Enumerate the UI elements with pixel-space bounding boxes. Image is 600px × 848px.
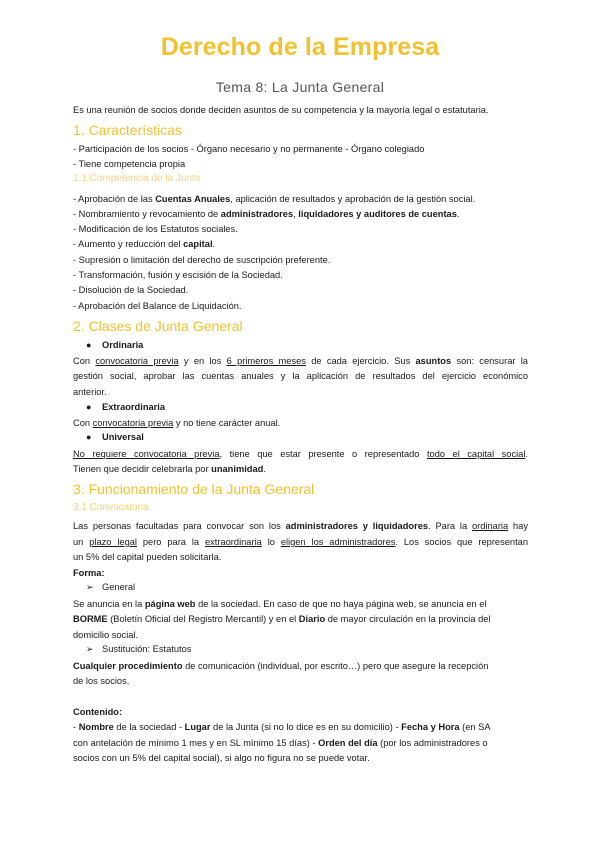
competence-item: - Nombramiento y revocamiento de administradores, liquidadores y auditores de cuentas. [73, 209, 460, 219]
section-1-heading: 1. Características [73, 122, 182, 138]
class-ordinaria-label: Ordinaria [102, 340, 144, 350]
class-universal-label: Universal [102, 432, 144, 442]
convocatoria-line: Las personas facultadas para convocar son los administradores y liquidadores. Para la ordinaria hay [73, 521, 528, 531]
forma-general-label: General [102, 582, 136, 592]
bullet-icon: ● [86, 432, 92, 442]
section-3-1-heading: 3.1 Convocatoria [73, 502, 149, 513]
convocatoria-line: un 5% del capital pueden solicitarla. [73, 552, 222, 562]
competence-item: - Transformación, fusión y escisión de la Sociedad. [73, 270, 283, 280]
competence-item: - Supresión o limitación del derecho de suscripción preferente. [73, 255, 331, 265]
document-title: Derecho de la Empresa [160, 33, 440, 61]
section-2-heading: 2. Clases de Junta General [73, 318, 243, 334]
section-1-1-heading: 1.1 Competencia de la Junta [73, 173, 201, 184]
contenido-line: con antelación de mínimo 1 mes y en SL mínimo 15 días) - Orden del día (por los administradores o [73, 738, 488, 748]
contenido-line: socios con un 5% del capital social), si algo no figura no se puede votar. [73, 753, 370, 763]
extraordinaria-line: Con convocatoria previa y no tiene carácter anual. [73, 418, 281, 428]
convocatoria-line: un plazo legal pero para la extraordinaria lo eligen los administradores. Los socios que representan [73, 537, 528, 547]
sustitucion-line: de los socios. [73, 676, 130, 686]
contenido-line: - Nombre de la sociedad - Lugar de la Junta (si no lo dice es en su domicilio) - Fecha y Hora (en SA [73, 722, 491, 732]
ordinaria-line: Con convocatoria previa y en los 6 primeros meses de cada ejercicio. Sus asuntos son: censurar la [73, 356, 528, 366]
universal-line: No requiere convocatoria previa, tiene que estar presente o representado todo el capital social. [73, 449, 528, 459]
bullet-icon: ● [86, 402, 92, 412]
competence-item: - Aprobación del Balance de Liquidación. [73, 301, 242, 311]
forma-sustitucion-label: Sustitución: Estatutos [102, 644, 192, 654]
competence-item: - Aprobación de las Cuentas Anuales, aplicación de resultados y aprobación de la gestión social. [73, 194, 476, 204]
contenido-label: Contenido: [73, 707, 123, 717]
general-line: domicilio social. [73, 630, 139, 640]
intro-paragraph: Es una reunión de socios donde deciden asuntos de su competencia y la mayoría legal o estatutaria. [73, 105, 489, 115]
competence-item: - Disolución de la Sociedad. [73, 285, 189, 295]
characteristics-line: - Participación de los socios - Órgano necesario y no permanente - Órgano colegiado [73, 144, 425, 154]
universal-line: Tienen que decidir celebrarla por unanimidad. [73, 464, 266, 474]
characteristics-line: - Tiene competencia propia [73, 159, 186, 169]
document-subtitle: Tema 8: La Junta General [215, 79, 385, 95]
bullet-icon: ● [86, 340, 92, 350]
ordinaria-line: gestión social, aprobar las cuentas anuales y la aplicación de resultados del ejercicio económico [73, 371, 528, 381]
arrow-bullet-icon: ➢ [86, 644, 94, 654]
sustitucion-line: Cualquier procedimiento de comunicación (individual, por escrito…) pero que asegure la recepción [73, 661, 489, 671]
arrow-bullet-icon: ➢ [86, 582, 94, 592]
ordinaria-line: anterior. [73, 387, 107, 397]
forma-label: Forma: [73, 568, 105, 578]
competence-item: - Modificación de los Estatutos sociales. [73, 224, 238, 234]
section-3-heading: 3. Funcionamiento de la Junta General [73, 481, 315, 497]
competence-item: - Aumento y reducción del capital. [73, 239, 216, 249]
general-line: BORME (Boletín Oficial del Registro Mercantil) y en el Diario de mayor circulación en la provincia del [73, 614, 491, 624]
class-extraordinaria-label: Extraordinaria [102, 402, 166, 412]
general-line: Se anuncia en la página web de la sociedad. En caso de que no haya página web, se anuncia en el [73, 599, 487, 609]
